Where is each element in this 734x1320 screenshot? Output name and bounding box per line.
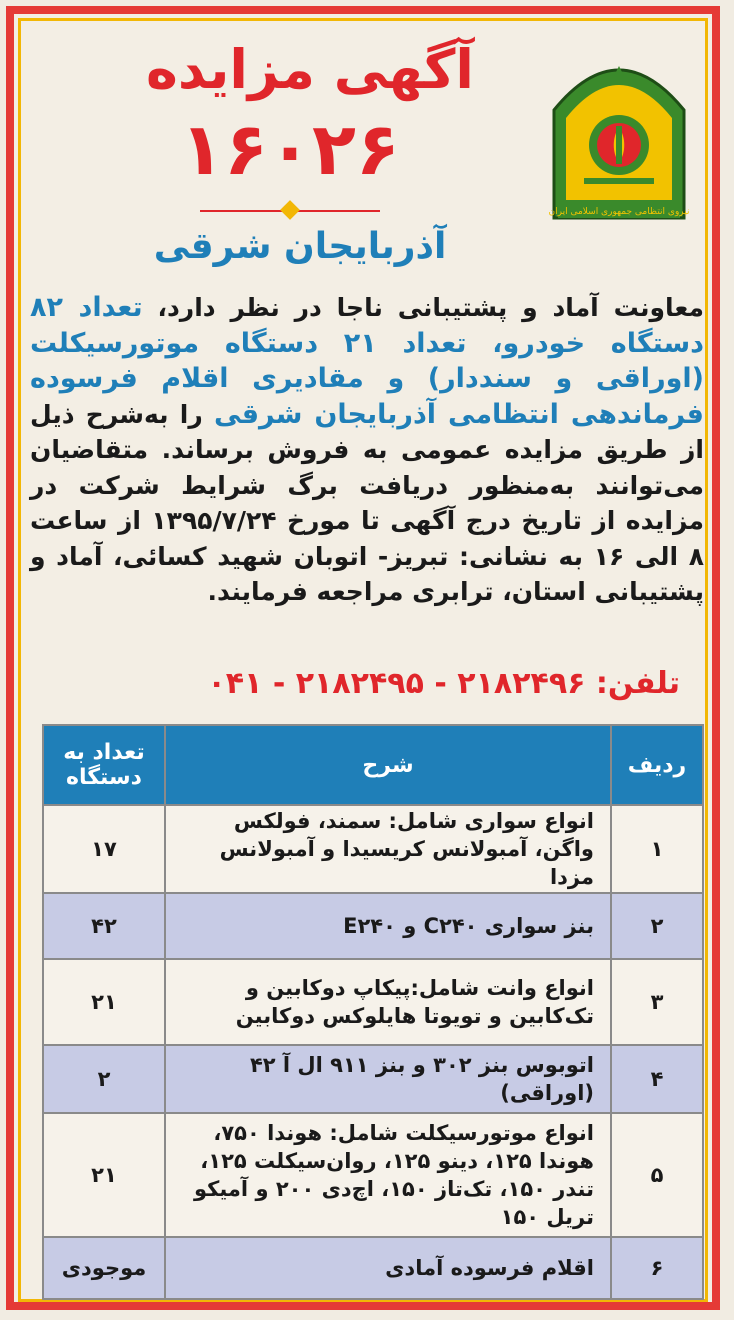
row-description: اقلام فرسوده آمادی [165, 1237, 611, 1299]
header-description: شرح [165, 725, 611, 805]
table-header-row [43, 725, 703, 805]
row-description: انواع سواری شامل: سمند، فولکس واگن، آمبولانس کریسیدا و آمبولانس مزدا [165, 805, 611, 893]
table-row [43, 1113, 703, 1237]
region-name: آذربایجان شرقی [153, 226, 447, 267]
notice-body [30, 290, 704, 610]
auction-items-table [42, 724, 704, 1300]
row-count: ۱۷ [43, 805, 165, 893]
row-count: ۲۱ [43, 1113, 165, 1237]
body-items: تعداد ۸۲ دستگاه خودرو، تعداد ۲۱ دستگاه موتورسیکلت (اوراقی و سنددار) و مقادیری اقلام فرسوده فرماندهی انتظامی آذربایجان شرقی [30, 292, 704, 430]
row-description: انواع موتورسیکلت شامل: هوندا ۷۵۰، هوندا ۱۲۵، دینو ۱۲۵، روان‌سیکلت ۱۲۵، تندر ۱۵۰، تک‌تاز ۱۵۰، اچ‌دی ۲۰۰ و آمیکو تریل ۱۵۰ [165, 1113, 611, 1237]
emblem-caption: نیروی انتظامی جمهوری اسلامی ایران [548, 207, 690, 217]
row-count: ۴۲ [43, 893, 165, 959]
table-row [43, 1237, 703, 1299]
row-number: ۵ [611, 1113, 703, 1237]
table-row [43, 805, 703, 893]
row-description: بنز سواری C۲۴۰ و E۲۴۰ [165, 893, 611, 959]
row-number: ۱ [611, 805, 703, 893]
body-intro: معاونت آماد و پشتیبانی ناجا در نظر دارد، [157, 293, 704, 322]
notice-title: آگهی مزایده [146, 38, 474, 101]
row-count: ۲۱ [43, 959, 165, 1045]
row-number: ۳ [611, 959, 703, 1045]
row-description: انواع وانت شامل:پیکاپ دوکابین و تک‌کابین و تویوتا هایلوکس دوکابین [165, 959, 611, 1045]
table-row [43, 1045, 703, 1113]
table-row [43, 959, 703, 1045]
body-details: را به‌شرح ذیل از طریق مزایده عمومی به فروش برساند. متقاضیان می‌توانند به‌منظور دریافت برگ شرایط شرکت در مزایده از تاریخ درج آگهی تا مورخ ۱۳۹۵/۷/۲۴ از ساعت ۸ الی ۱۶ به نشانی: تبریز- اتوبان شهید کسائی، آماد و پشتیبانی استان، ترابری مراجعه فرمایند. [30, 399, 704, 606]
header-row-number: ردیف [611, 725, 703, 805]
row-number: ۶ [611, 1237, 703, 1299]
police-emblem [544, 40, 694, 222]
row-number: ۲ [611, 893, 703, 959]
row-count: ۲ [43, 1045, 165, 1113]
row-count: موجودی [43, 1237, 165, 1299]
notice-number: ۱۶۰۲۶ [180, 107, 400, 191]
phone-numbers: تلفن: ۲۱۸۲۴۹۶ - ۲۱۸۲۴۹۵ - ۰۴۱ [207, 666, 680, 701]
row-description: اتوبوس بنز ۳۰۲ و بنز ۹۱۱ ال آ ۴۲ (اوراقی) [165, 1045, 611, 1113]
header-count: تعداد به دستگاه [43, 725, 165, 805]
row-number: ۴ [611, 1045, 703, 1113]
table-row [43, 893, 703, 959]
